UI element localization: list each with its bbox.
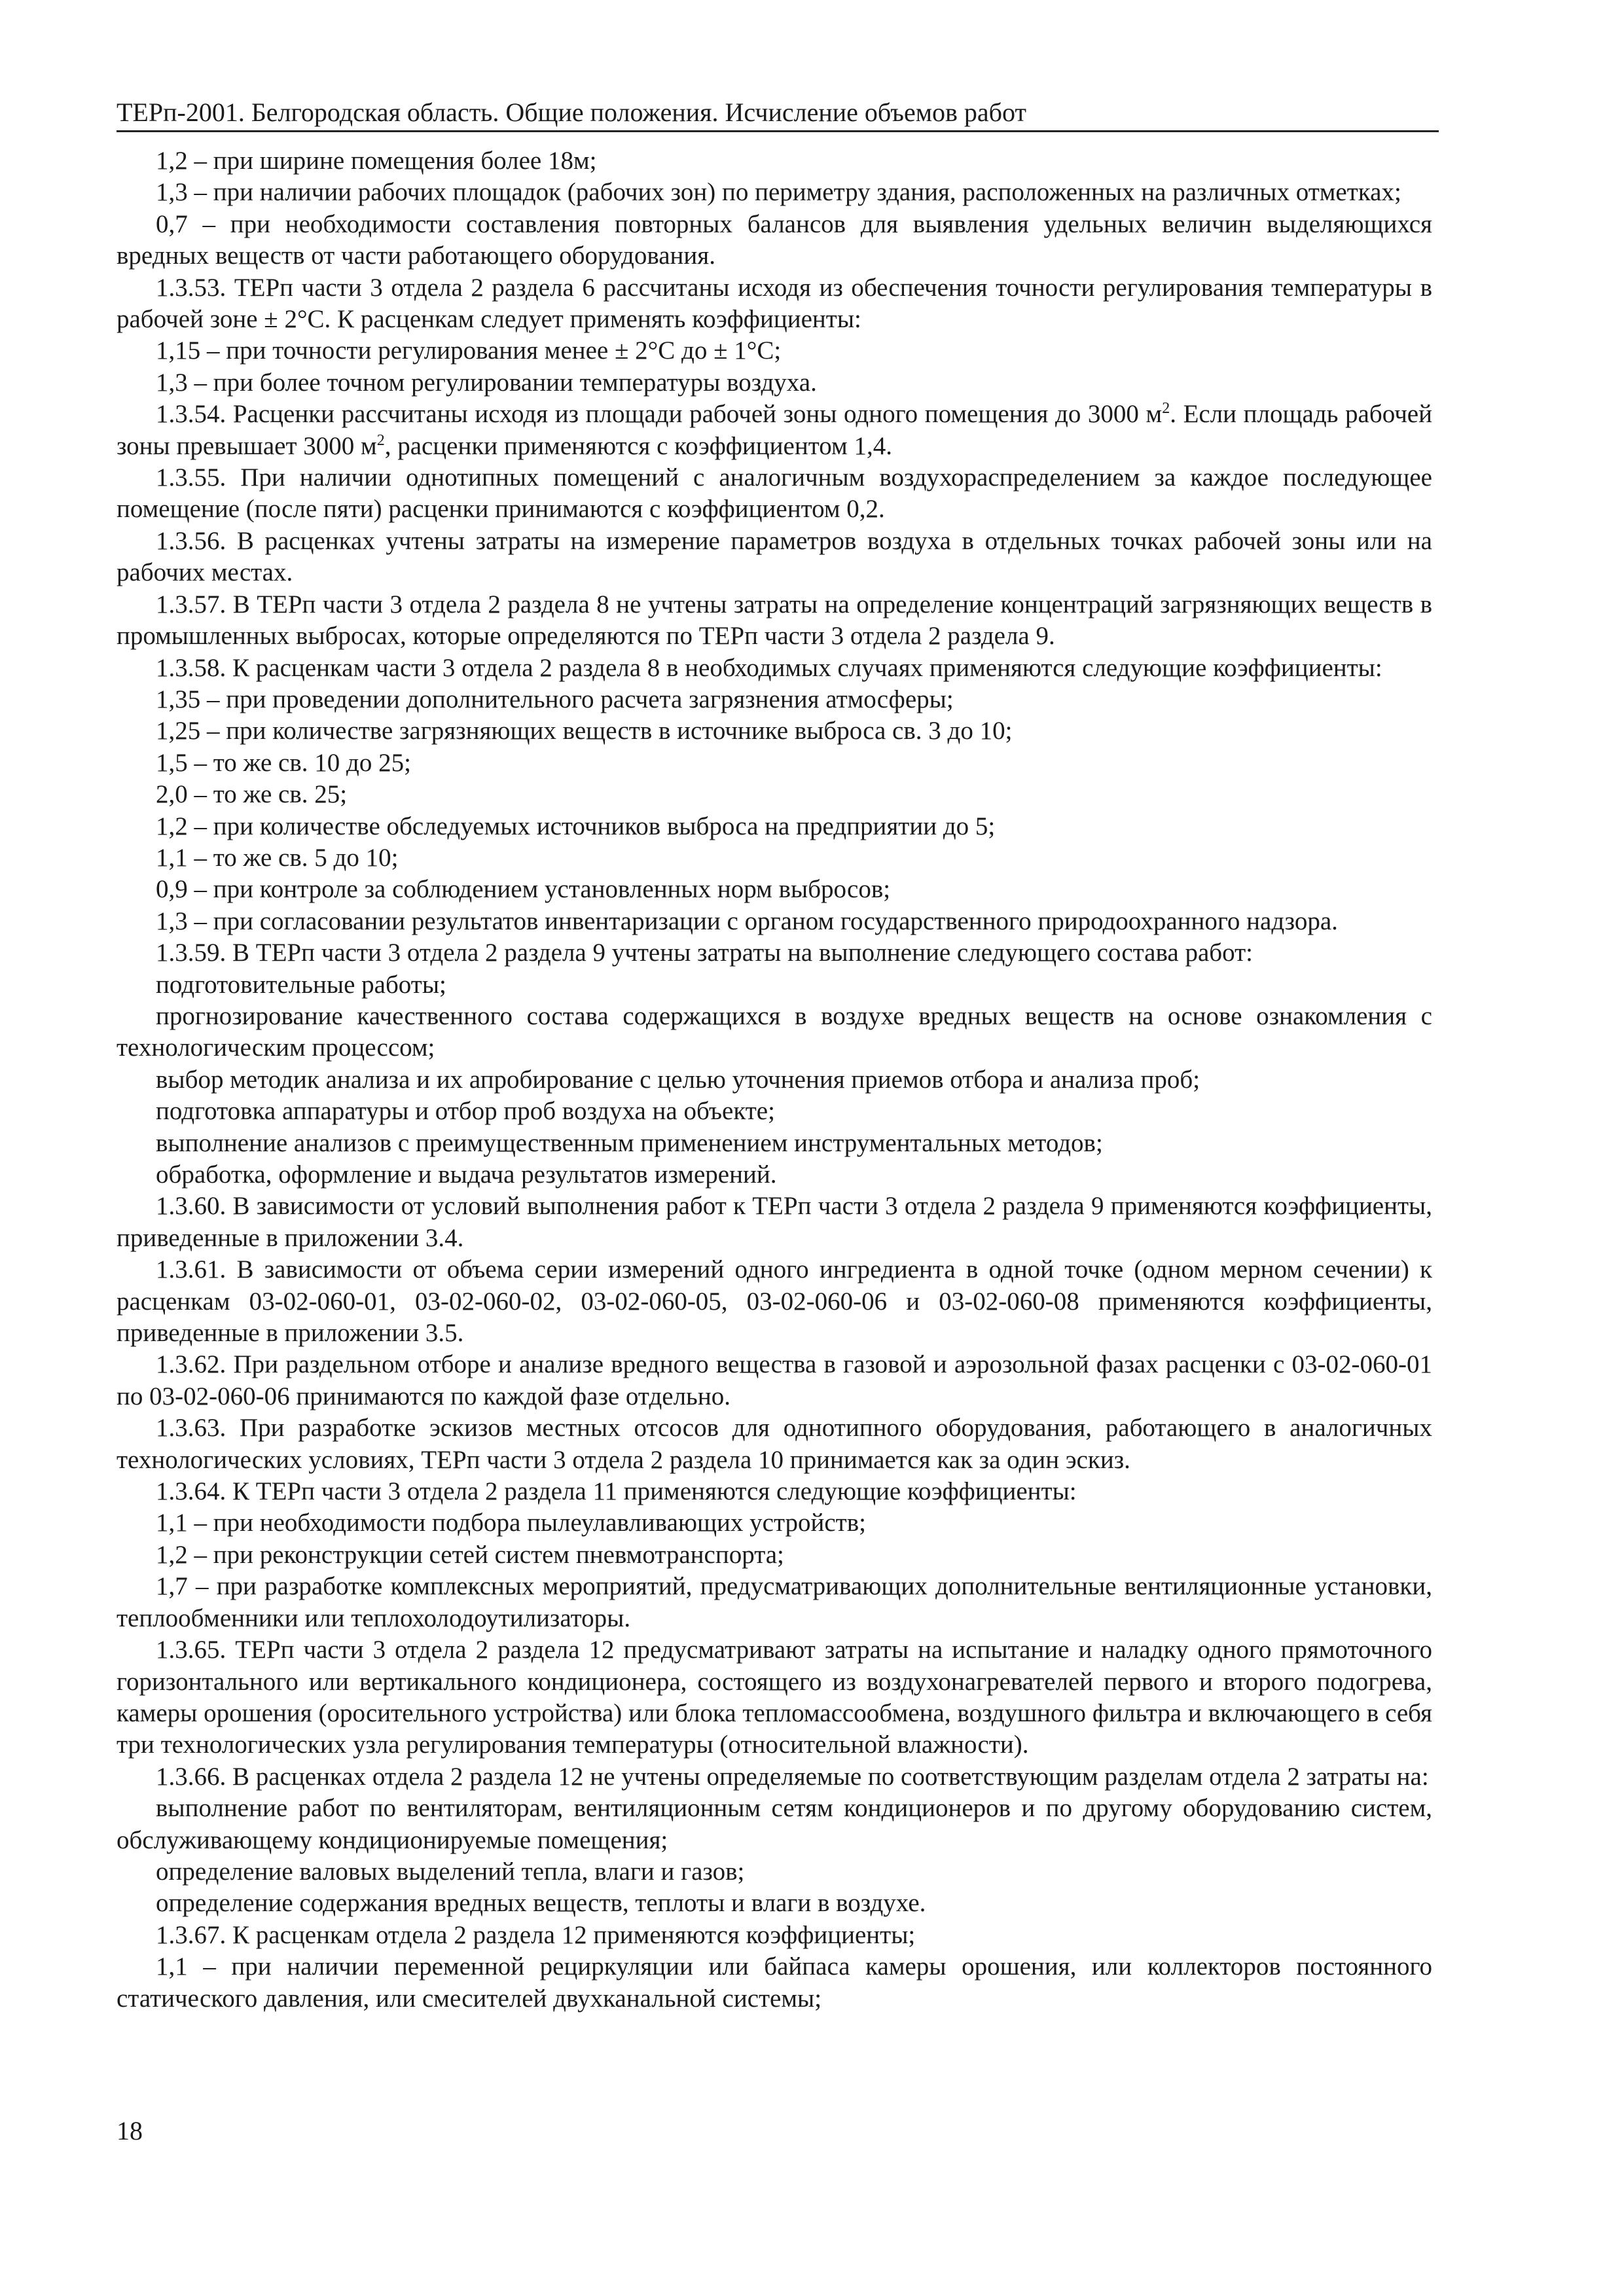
paragraph: 1,1 – при необходимости подбора пылеулавливающих устройств; [156, 1509, 866, 1537]
paragraph: 1.3.57. В ТЕРп части 3 отдела 2 раздела 8 не учтены затраты на определение концентраций загрязняющих веществ в промышленных выбросах, которые определяются по ТЕРп части 3 отдела 2 раздела 9. [117, 590, 1432, 651]
paragraph: 1,2 – при реконструкции сетей систем пневмотранспорта; [156, 1540, 784, 1569]
paragraph: 1.3.55. При наличии однотипных помещений с аналогичным воздухораспределением за каждое последующее помещение (после пяти) расценки принимаются с коэффициентом 0,2. [117, 463, 1432, 524]
paragraph: подготовка аппаратуры и отбор проб воздуха на объекте; [156, 1097, 775, 1126]
paragraph [117, 399, 1432, 462]
superscript: 2 [1162, 400, 1170, 418]
paragraph: 1,5 – то же св. 10 до 25; [156, 748, 411, 777]
paragraph: 1,35 – при проведении дополнительного расчета загрязнения атмосферы; [156, 685, 954, 713]
paragraph: 1.3.61. В зависимости от объема серии измерений одного ингредиента в одной точке (одном мерном сечении) к расценкам 03-02-060-01, 03-02-060-02, 03-02-060-05, 03-02-060-06 и 03-02-060-08 применяются коэффициенты, приведенные в приложении 3.5. [117, 1255, 1432, 1348]
paragraph: определение содержания вредных веществ, теплоты и влаги в воздухе. [156, 1889, 926, 1918]
paragraph-text: , расценки применяются с коэффициентом 1,4. [384, 431, 892, 460]
page-number: 18 [117, 2116, 143, 2145]
header-divider [117, 130, 1439, 132]
paragraph: 1,2 – при ширине помещения более 18м; [156, 147, 597, 175]
paragraph: 1.3.56. В расценках учтены затраты на измерение параметров воздуха в отдельных точках рабочей зоны или на рабочих местах. [117, 526, 1432, 587]
paragraph: 1,1 – то же св. 5 до 10; [156, 843, 399, 872]
paragraph: обработка, оформление и выдача результатов измерений. [156, 1160, 777, 1189]
paragraph: 1.3.67. К расценкам отдела 2 раздела 12 применяются коэффициенты; [156, 1920, 916, 1949]
paragraph: 1.3.62. При раздельном отборе и анализе вредного вещества в газовой и аэрозольной фазах расценки с 03-02-060-01 по 03-02-060-06 принимаются по каждой фазе отдельно. [117, 1350, 1432, 1410]
paragraph-text: 1.3.54. Расценки рассчитаны исходя из площади рабочей зоны одного помещения до 3000 м [156, 400, 1163, 429]
paragraph: 1,1 – при наличии переменной рециркуляции или байпаса камеры орошения, или коллекторов постоянного статического давления, или смесителей двухканальной системы; [117, 1952, 1432, 2013]
paragraph: выполнение анализов с преимущественным применением инструментальных методов; [156, 1128, 1103, 1157]
paragraph: 0,9 – при контроле за соблюдением установленных норм выбросов; [156, 875, 891, 904]
paragraph: 1,3 – при наличии рабочих площадок (рабочих зон) по периметру здания, расположенных на различных отметках; [156, 178, 1401, 207]
body-text [117, 145, 1432, 2015]
paragraph: 1.3.63. При разработке эскизов местных отсосов для однотипного оборудования, работающего в аналогичных технологических условиях, ТЕРп части 3 отдела 2 раздела 10 принимается как за один эскиз. [117, 1414, 1432, 1474]
paragraph: подготовительные работы; [156, 970, 446, 999]
paragraph: прогнозирование качественного состава содержащихся в воздухе вредных веществ на основе ознакомления с технологическим процессом; [117, 1001, 1432, 1062]
paragraph: 1.3.66. В расценках отдела 2 раздела 12 не учтены определяемые по соответствующим разделам отдела 2 затраты на: [156, 1762, 1429, 1791]
paragraph: 1.3.60. В зависимости от условий выполнения работ к ТЕРп части 3 отдела 2 раздела 9 применяются коэффициенты, приведенные в приложении 3.4. [117, 1192, 1432, 1252]
paragraph: 1,25 – при количестве загрязняющих веществ в источнике выброса св. 3 до 10; [156, 717, 1013, 745]
superscript: 2 [376, 431, 385, 449]
paragraph: 1,3 – при более точном регулировании температуры воздуха. [156, 368, 817, 397]
paragraph: выбор методик анализа и их апробирование с целью уточнения приемов отбора и анализа проб; [156, 1065, 1200, 1094]
paragraph: 2,0 – то же св. 25; [156, 780, 348, 809]
paragraph: 1,2 – при количестве обследуемых источников выброса на предприятии до 5; [156, 812, 996, 840]
paragraph-text: . Если площадь рабочей зоны превышает 3000 м [117, 400, 1432, 460]
paragraph: определение валовых выделений тепла, влаги и газов; [156, 1857, 745, 1886]
paragraph: 1.3.65. ТЕРп части 3 отдела 2 раздела 12 предусматривают затраты на испытание и наладку одного прямоточного горизонтального или вертикального кондиционера, состоящего из воздухонагревателей первого и второго подогрева, камеры орошения (оросительного устройства) или блока тепломассообмена, воздушного фильтра и включающего в себя три технологических узла регулирования температуры (относительной влажности). [117, 1636, 1432, 1759]
paragraph: 1.3.64. К ТЕРп части 3 отдела 2 раздела 11 применяются следующие коэффициенты: [156, 1477, 1077, 1506]
paragraph: 1,3 – при согласовании результатов инвентаризации с органом государственного природоохранного надзора. [156, 906, 1338, 935]
paragraph: 1,7 – при разработке комплексных мероприятий, предусматривающих дополнительные вентиляционные установки, теплообменники или теплохолодоутилизаторы. [117, 1572, 1432, 1632]
paragraph: 1.3.58. К расценкам части 3 отдела 2 раздела 8 в необходимых случаях применяются следующие коэффициенты: [156, 653, 1382, 682]
paragraph: 1.3.53. ТЕРп части 3 отдела 2 раздела 6 рассчитаны исходя из обеспечения точности регулирования температуры в рабочей зоне ± 2°С. К расценкам следует применять коэффициенты: [117, 273, 1432, 334]
paragraph: 0,7 – при необходимости составления повторных балансов для выявления удельных величин выделяющихся вредных веществ от части работающего оборудования. [117, 209, 1432, 270]
paragraph: 1.3.59. В ТЕРп части 3 отдела 2 раздела 9 учтены затраты на выполнение следующего состава работ: [156, 939, 1253, 967]
running-header: ТЕРп-2001. Белгородская область. Общие положения. Исчисление объемов работ [117, 98, 1026, 127]
paragraph: 1,15 – при точности регулирования менее ± 2°С до ± 1°С; [156, 336, 782, 365]
paragraph: выполнение работ по вентиляторам, вентиляционным сетям кондиционеров и по другому оборудованию систем, обслуживающему кондиционируемые помещения; [117, 1794, 1432, 1854]
